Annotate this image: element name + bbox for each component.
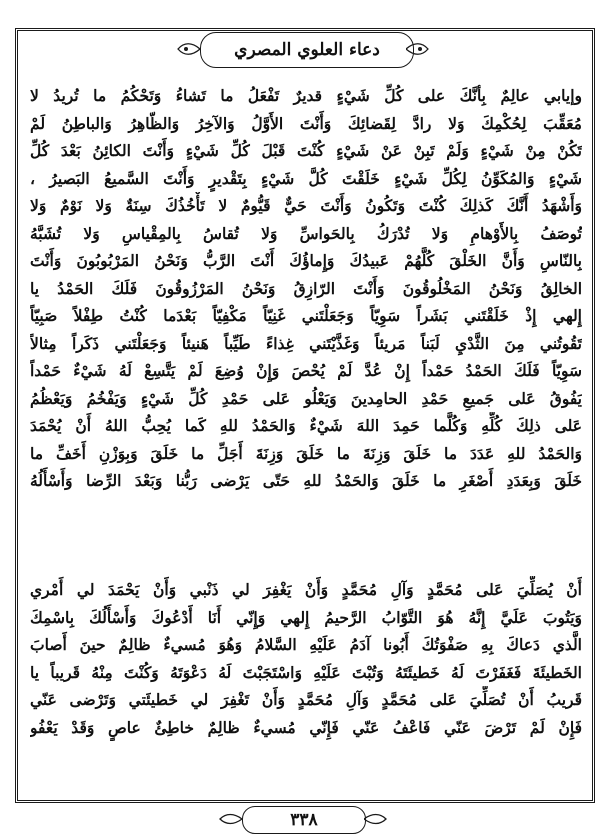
- text-line: وَيَتُوبَ عَلَيَّ إِنَّهُ هُوَ التَّوّابُ الرَّحيمُ إِلهي وَإِنّي أَنَا أَدْعُوكَ وَأَسْأَلُكَ بِاسْمِكَ: [30, 607, 582, 627]
- text-line: تُوصَفُ بِالأَوْهامِ وَلا تُدْرَكُ بِالحَواسِّ وَلا تُقاسُ بِالمِقْياسِ وَلا تُشَبَّهُ: [30, 223, 582, 243]
- text-line: خَلَقَ وَبِعَدَدِ أَصْغَرِ ما خَلَقَ وَالحَمْدُ للهِ حَتّى يَرْضى رَبُّنا وَبَعْدَ الرِّضا وَأَسْأَلُهُ: [30, 471, 582, 490]
- page-title: دعاء العلوي المصري: [200, 32, 414, 68]
- text-line: إِلهي إِذْ خَلَقْتَني بَشَراً سَوِيّاً وَجَعَلْتَني غَنِيّاً مَكْفِيّاً بَعْدَما كُنْتُ طِفْلاً صَبِيّاً: [30, 306, 582, 325]
- text-line: قَريبُ أَنْ تُصَلِّيَ عَلى مُحَمَّدٍ وَآلِ مُحَمَّدٍ وَأَنْ تَغْفِرَ لي خَطيئَتي وَتَرْضى عَنّي: [30, 690, 582, 709]
- text-line: وَالحَمْدُ للهِ عَدَدَ ما خَلَقَ وَزِنَةَ ما خَلَقَ وَزِنَةَ أَجَلِّ ما خَلَقَ وَبِوَزْنِ أَخَفِّ ما: [30, 443, 582, 463]
- right-ornament-icon: [364, 811, 388, 827]
- page-number: ٣٣٨: [242, 806, 366, 834]
- left-ornament-icon: [218, 811, 242, 827]
- left-ornament-icon: [176, 40, 200, 58]
- text-line: مُعَقِّبَ لِحُكْمِكَ وَلا رادَّ لِقَضائِكَ وَأَنْتَ الأَوَّلُ وَالآخِرُ وَالظّاهِرُ وَالباطِنُ لَمْ: [30, 113, 582, 133]
- text-line: أَنْ يُصَلِّيَ عَلى مُحَمَّدٍ وَآلِ مُحَمَّدٍ وَأَنْ يَغْفِرَ لي ذَنْبي وَأَنْ يَحْمَدَ لي أَمْري: [30, 580, 582, 599]
- text-line: الَّذي دَعاكَ بِهِ صَفْوَتُكَ أَبُونا آدَمُ عَلَيْهِ السَّلامُ وَهُوَ مُسيءٌ ظالِمٌ حينَ أَصابَ: [30, 635, 582, 654]
- text-line: الخَطيئَةَ فَغَفَرْتَ لَهُ خَطيئَتَهُ وَتُبْتَ عَلَيْهِ وَاسْتَجَبْتَ لَهُ دَعْوَتَهُ وَكُنْتَ مِنْهُ قَريباً يا: [30, 662, 582, 682]
- text-line: تَكُنْ مِنْ شَيْءٍ وَلَمْ تَبِنْ عَنْ شَيْءٍ كُنْتَ قَبْلَ كُلِّ شَيْءٍ وَأَنْتَ الكائِنُ بَعْدَ كُلِّ: [30, 141, 582, 160]
- text-line: الخالِقُ وَنَحْنُ المَخْلُوقُونَ وَأَنْتَ الرّازِقُ وَنَحْنُ المَرْزُوقُونَ فَلَكَ الحَمْدُ يا: [30, 278, 582, 298]
- text-line: [30, 741, 582, 769]
- text-line: فَإِنْ لَمْ تَرْضَ عَنّي فَاعْفُ عَنّي فَإِنّي مُسيءٌ ظالِمٌ خاطِئٌ عاصٍ وَقَدْ يَعْفُو: [30, 717, 582, 737]
- text-line: يَفُوقُ عَلى جَميعِ حَمْدِ الحامِدينَ وَيَعْلُو عَلى حَمْدِ كُلِّ شَيْءٍ وَيَفْخُمُ وَيَعْظُمُ: [30, 388, 582, 408]
- text-line: بِالنّاسِ وَأَنَّ الخَلْقَ كُلَّهُمْ عَبيدُكَ وَإِماؤُكَ أَنْتَ الرَّبُّ وَنَحْنُ المَرْبُوبُونَ وَأَنْتَ: [30, 251, 582, 270]
- text-line: تَقُوتُني مِنَ الثَّدْيِ لَبَناً مَريئاً وَغَذَّيْتَني غِذاءً طَيِّباً هَنيئاً وَجَعَلْتَني ذَكَراً مِثالاً: [30, 333, 582, 353]
- paragraph-2: [30, 576, 582, 769]
- text-line: عَلى ذلِكَ كُلِّهِ وَكُلَّما حَمِدَ اللهَ شَيْءٌ وَالحَمْدُ للهِ كَما يُحِبُّ اللهُ أَنْ يُحْمَدَ: [30, 416, 582, 435]
- text-line: شَيْءٍ وَالمُكَوِّنُ لِكُلِّ شَيْءٍ خَلَقْتَ كُلَّ شَيْءٍ بِتَقْديرٍ وَأَنْتَ السَّميعُ البَصيرُ ،: [30, 168, 582, 188]
- text-line: سَوِيّاً فَلَكَ الحَمْدُ حَمْداً إِنْ عُدَّ لَمْ يُحْصَ وَإِنْ وُضِعَ لَمْ يَتَّسِعْ لَهُ شَيْءٌ حَمْداً: [30, 361, 582, 380]
- text-line: وإيابي عالِمٌ بِأنَّكَ على كُلِّ شَيْءٍ قديرٌ تَفْعَلُ ما تَشاءُ وَتَحْكُمُ ما تُريدُ لا: [30, 86, 582, 105]
- paragraph-1: [30, 82, 582, 495]
- right-ornament-icon: [406, 40, 430, 58]
- text-line: وَأَشْهَدُ أَنَّكَ كَذلِكَ كُنْتَ وَتَكُونُ وَأَنْتَ حَيٌّ قَيُّومٌ لا تَأْخُذُكَ سِنَةٌ وَلا نَوْمٌ وَلا: [30, 196, 582, 215]
